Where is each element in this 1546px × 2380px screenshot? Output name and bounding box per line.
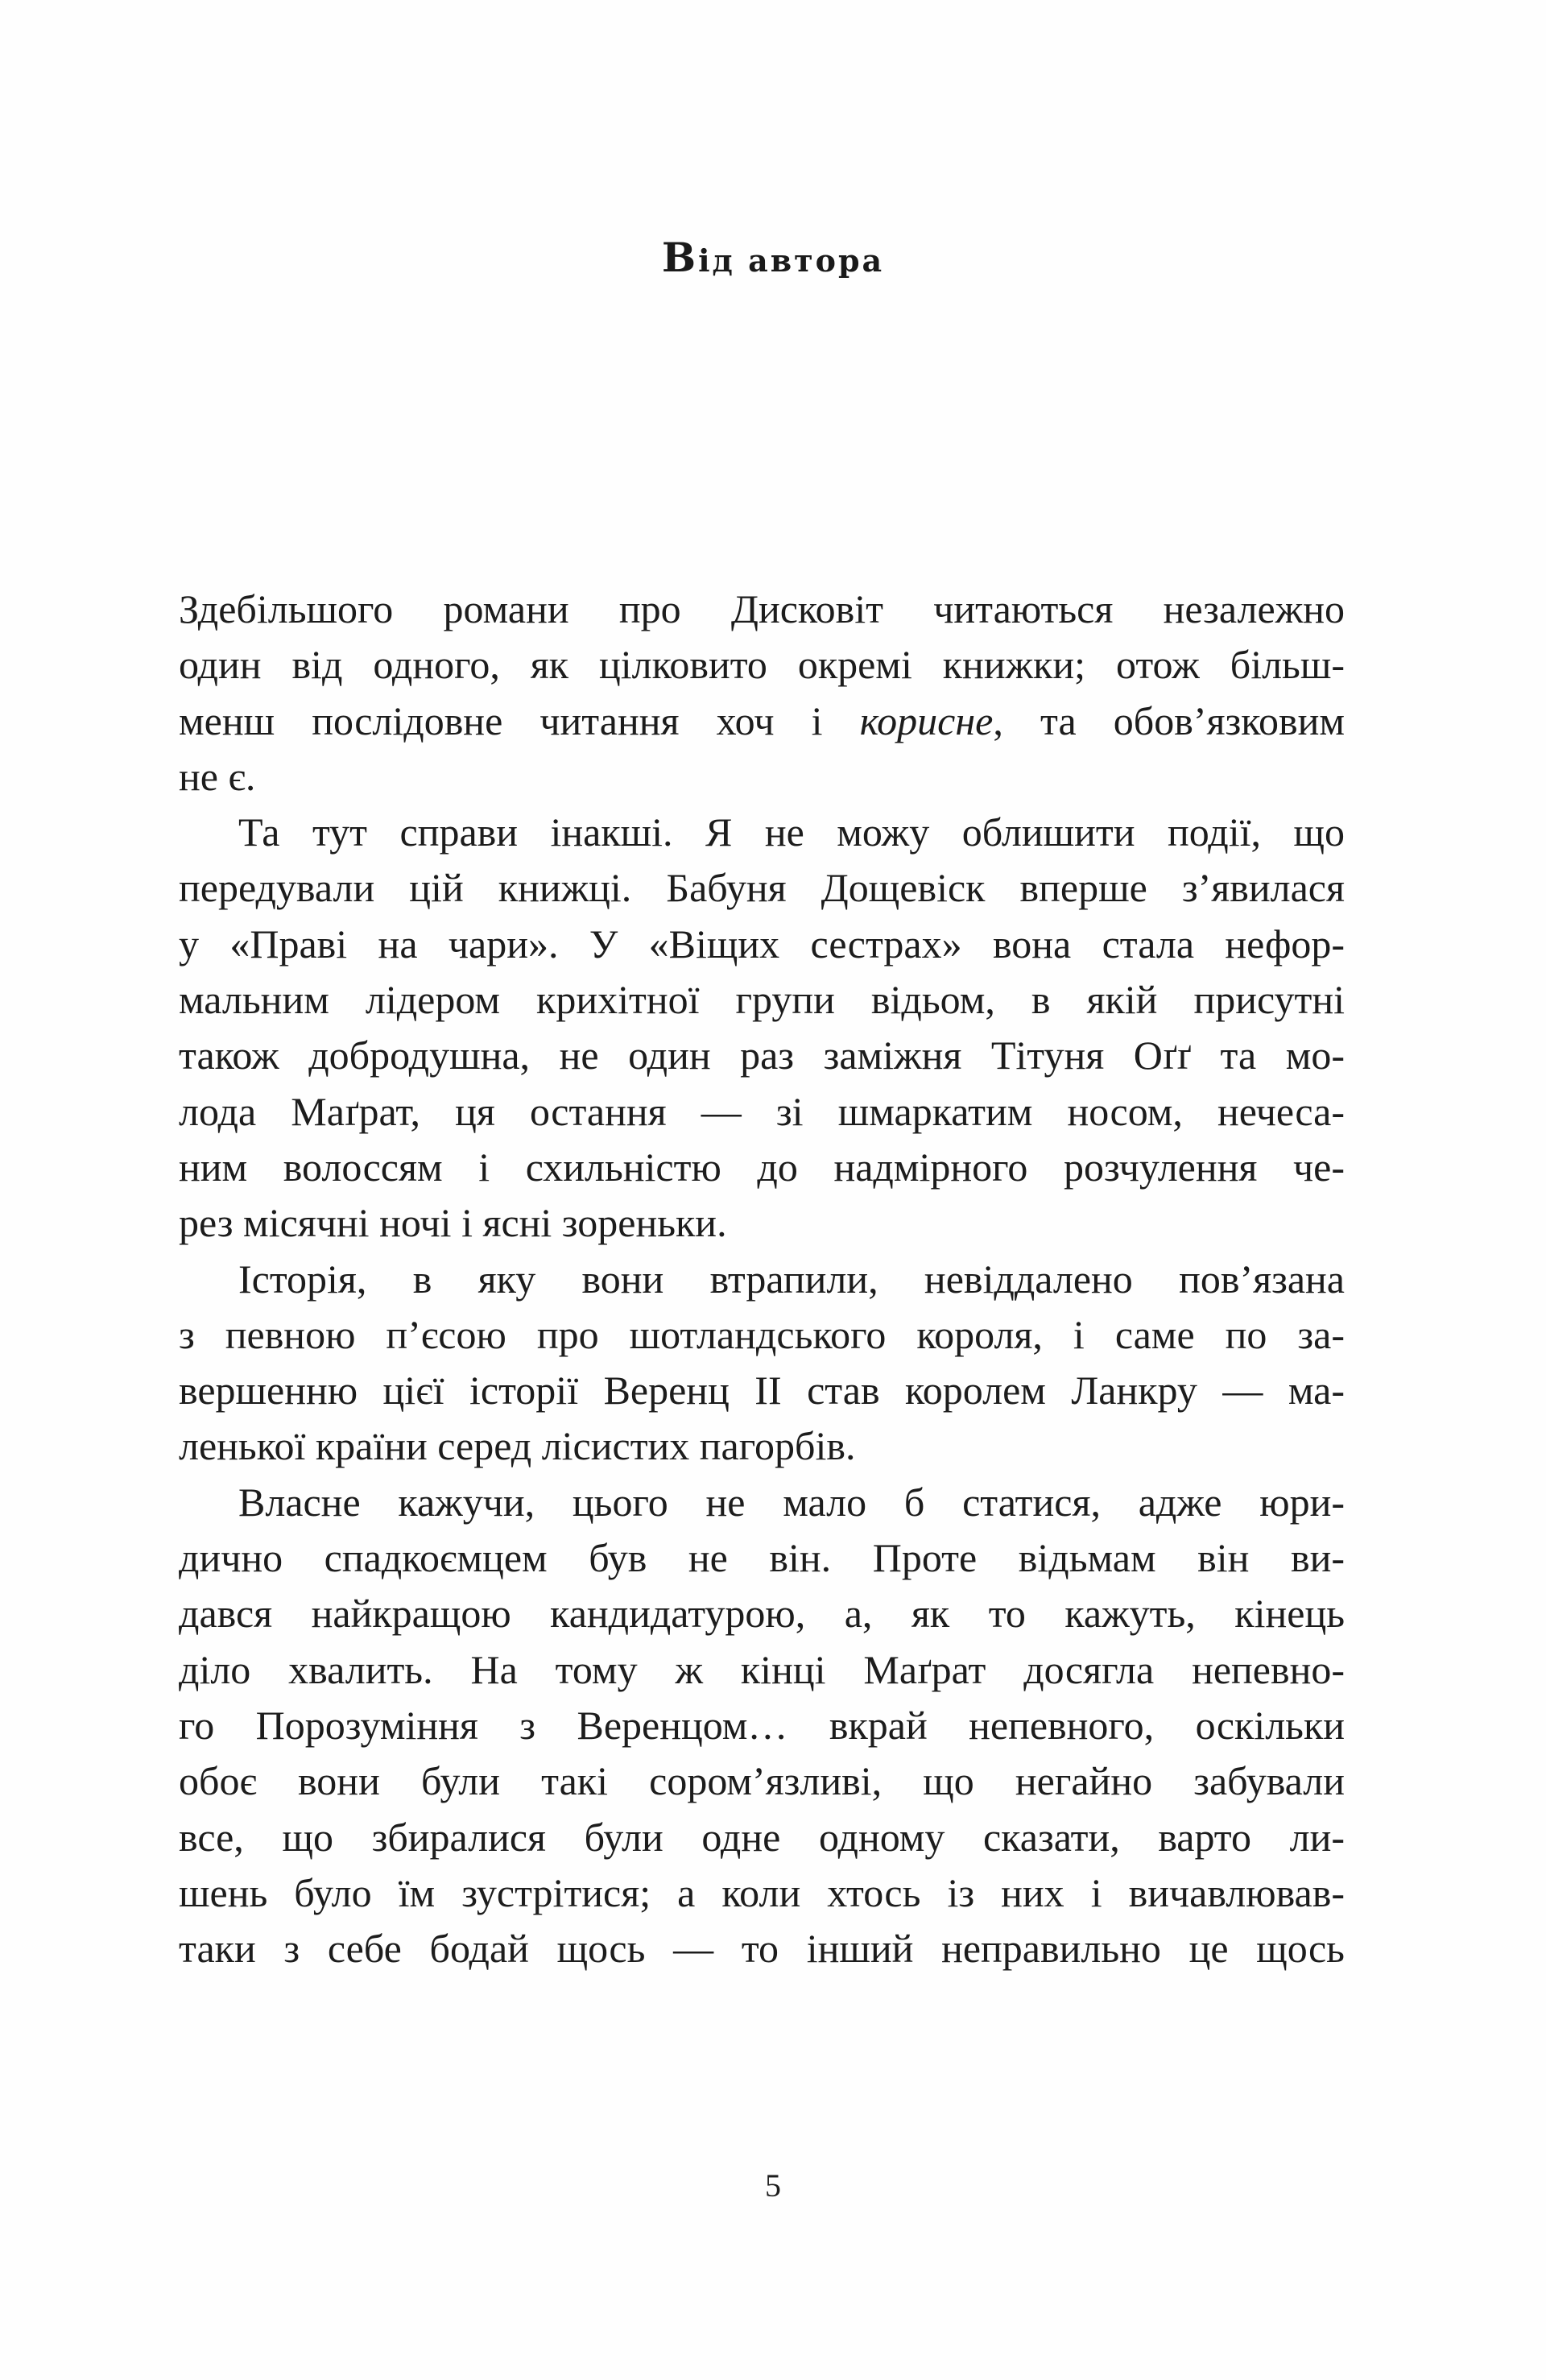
body-text bbox=[179, 582, 1345, 1976]
text-line-2: один від одного, як цілковито окремі книжки; отож більш- bbox=[179, 642, 1345, 688]
text-line-17: Власне кажучи, цього не мало б статися, адже юри- bbox=[238, 1479, 1345, 1525]
heading-rest: ід автора bbox=[698, 242, 885, 279]
text-line-11: ним волоссям і схильністю до надмірного розчулення че- bbox=[179, 1144, 1345, 1190]
text-line-8: мальним лідером крихітної групи відьом, в якій присутні bbox=[179, 977, 1345, 1023]
text-line-12: рез місячні ночі і ясні зореньки. bbox=[179, 1200, 727, 1246]
text-line-25: таки з себе бодай щось — то інший неправильно це щось bbox=[179, 1926, 1345, 1972]
italic-emphasis: корисне bbox=[859, 697, 994, 743]
text-line-14: з певною п’єсою про шотландського короля, і саме по за- bbox=[179, 1311, 1345, 1357]
text-line-19: дався найкращою кандидатурою, а, як то кажуть, кінець bbox=[179, 1591, 1345, 1637]
text-line-7: у «Праві на чари». У «Віщих сестрах» вона стала нефор- bbox=[179, 921, 1345, 966]
page-number: 5 bbox=[765, 2167, 781, 2204]
text-line-9: також добродушна, не один раз заміжня Тітуня Оґґ та мо- bbox=[179, 1033, 1345, 1078]
heading-initial: В bbox=[661, 234, 699, 281]
text-line-1: Здебільшого романи про Дисковіт читаються незалежно bbox=[179, 586, 1345, 631]
text-run: менш послідовне читання хоч і bbox=[179, 697, 860, 743]
text-line-23: все, що збиралися були одне одному сказати, варто ли- bbox=[179, 1814, 1345, 1860]
text-line-13: Історія, в яку вони втрапили, невіддалено пов’язана bbox=[238, 1256, 1345, 1302]
text-run: , та обов’язковим bbox=[993, 697, 1345, 743]
text-line-21: го Порозуміння з Веренцом… вкрай непевного, оскільки bbox=[179, 1702, 1345, 1748]
text-line-18: дично спадкоємцем був не він. Проте відьмам він ви- bbox=[179, 1535, 1345, 1581]
text-line-24: шень було їм зустрітися; а коли хтось із них і вичавлював- bbox=[179, 1869, 1345, 1915]
text-line-10: лода Маґрат, ця остання — зі шмаркатим носом, нечеса- bbox=[179, 1088, 1345, 1134]
chapter-heading bbox=[0, 234, 1546, 281]
text-line-4: не є. bbox=[179, 753, 256, 799]
text-line-3 bbox=[179, 693, 1345, 749]
text-line-16: ленької країни серед лісистих пагорбів. bbox=[179, 1423, 856, 1469]
text-line-5: Та тут справи інакші. Я не можу облишити події, що bbox=[238, 809, 1345, 855]
text-line-22: обоє вони були такі сором’язливі, що негайно забували bbox=[179, 1758, 1345, 1804]
text-line-20: діло хвалить. На тому ж кінці Маґрат досягла непевно- bbox=[179, 1646, 1345, 1692]
text-line-15: вершенню цієї історії Веренц II став королем Ланкру — ма- bbox=[179, 1368, 1345, 1414]
text-line-6: передували цій книжці. Бабуня Дощевіск вперше з’явилася bbox=[179, 865, 1345, 911]
